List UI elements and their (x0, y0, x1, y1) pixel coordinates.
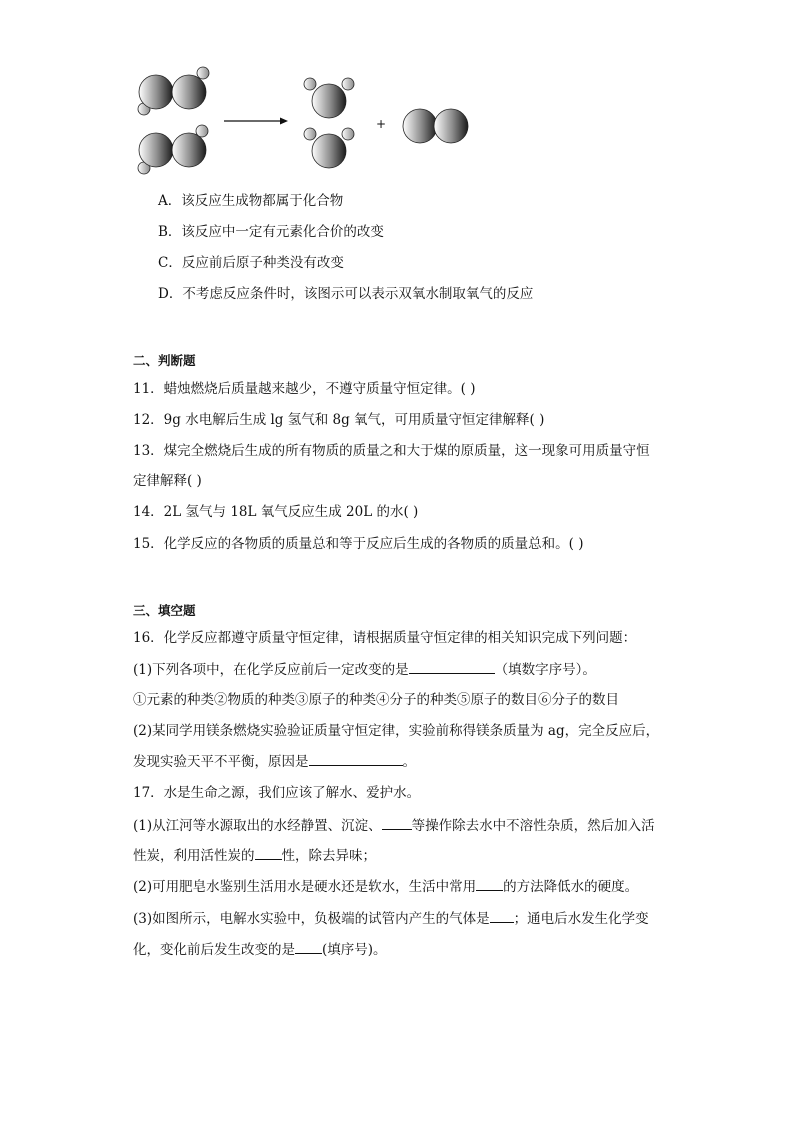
answer-blank[interactable] (382, 815, 412, 830)
large-atom (172, 133, 206, 167)
answer-blank[interactable] (409, 659, 495, 674)
question-17-part1b-text: 性炭，利用活性炭的 (133, 848, 255, 864)
question-17-part1b-suffix: 性，除去异味； (281, 848, 376, 864)
option-d: D．不考虑反应条件时，该图示可以表示双氧水制取氧气的反应 (158, 286, 534, 302)
large-atom (139, 133, 173, 167)
answer-blank[interactable] (309, 751, 403, 766)
question-16-part1-text: (1)下列各项中，在化学反应前后一定改变的是 (133, 662, 409, 678)
question-12: 12．9g 水电解后生成 lg 氢气和 8g 氧气，可用质量守恒定律解释( ) (133, 412, 545, 428)
question-17-part1-text: (1)从江河等水源取出的水经静置、沉淀、 (133, 818, 382, 834)
small-atom (342, 128, 354, 140)
question-17-part2-text: (2)可用肥皂水鉴别生活用水是硬水还是软水，生活中常用 (133, 879, 477, 895)
question-16-part1-suffix: （填数字序号）。 (494, 662, 596, 678)
option-a: A．该反应生成物都属于化合物 (158, 193, 344, 209)
large-atom (312, 84, 346, 118)
small-atom (304, 78, 316, 90)
large-atom (172, 75, 206, 109)
small-atom (197, 67, 209, 79)
small-atom (304, 128, 316, 140)
question-13-line1: 13．煤完全燃烧后生成的所有物质的质量之和大于煤的原质量，这一现象可用质量守恒 (133, 443, 650, 459)
large-atom (312, 134, 346, 168)
question-13-line2: 定律解释( ) (133, 473, 202, 489)
question-17-part3-text: (3)如图所示，电解水实验中，负极端的试管内产生的气体是 (133, 911, 490, 927)
large-atom (434, 109, 468, 143)
product-molecule (304, 128, 354, 168)
product-molecule-diatomic (403, 109, 468, 143)
answer-blank[interactable] (295, 939, 322, 954)
question-17-part3b-text: 化，变化前后发生改变的是 (133, 942, 295, 958)
question-17-part1-suffix: 等操作除去水中不溶性杂质，然后加入活 (411, 818, 655, 834)
question-15: 15．化学反应的各物质的质量总和等于反应后生成的各物质的质量总和。( ) (133, 536, 584, 552)
reaction-arrow (224, 118, 288, 125)
answer-blank[interactable] (476, 876, 503, 891)
question-16-part2-text: 发现实验天平不平衡，原因是 (133, 754, 309, 770)
question-14: 14．2L 氢气与 18L 氧气反应生成 20L 的水( ) (133, 504, 419, 520)
reactant-molecule (138, 125, 208, 174)
section-title-fill-blank: 三、填空题 (133, 603, 196, 618)
answer-blank[interactable] (255, 845, 282, 860)
large-atom (403, 109, 437, 143)
question-16-part1 (133, 659, 596, 680)
section-title-judgment: 二、判断题 (133, 353, 196, 368)
large-atom (139, 75, 173, 109)
plus-sign: + (376, 117, 387, 131)
small-atom (342, 78, 354, 90)
question-17-part1 (133, 815, 655, 836)
option-c: C．反应前后原子种类没有改变 (158, 255, 344, 271)
question-17-part3b-suffix: (填序号)。 (322, 942, 387, 958)
question-17-part1-line2 (133, 845, 376, 866)
question-16-part2-suffix: 。 (402, 754, 416, 770)
question-17-part3 (133, 908, 649, 929)
question-16: 16．化学反应都遵守质量守恒定律，请根据质量守恒定律的相关知识完成下列问题： (133, 630, 637, 646)
question-17-part2-suffix: 的方法降低水的硬度。 (503, 879, 639, 895)
question-16-choices: ①元素的种类②物质的种类③原子的种类④分子的种类⑤原子的数目⑥分子的数目 (133, 692, 619, 708)
reactant-molecule (138, 67, 209, 115)
question-17-part2 (133, 876, 638, 897)
question-16-part2-line2 (133, 751, 416, 772)
question-17: 17．水是生命之源，我们应该了解水、爱护水。 (133, 785, 421, 801)
question-17-part3-suffix: ；通电后水发生化学变 (513, 911, 649, 927)
question-16-part2-line1: (2)某同学用镁条燃烧实验验证质量守恒定律，实验前称得镁条质量为 ag，完全反应后， (133, 723, 660, 739)
question-17-part3-line2 (133, 939, 387, 960)
question-11: 11．蜡烛燃烧后质量越来越少，不遵守质量守恒定律。( ) (133, 381, 476, 397)
option-b: B．该反应中一定有元素化合价的改变 (158, 224, 384, 240)
product-molecule (304, 78, 354, 118)
small-atom (196, 125, 208, 137)
reaction-diagram (128, 62, 488, 180)
answer-blank[interactable] (490, 908, 514, 923)
